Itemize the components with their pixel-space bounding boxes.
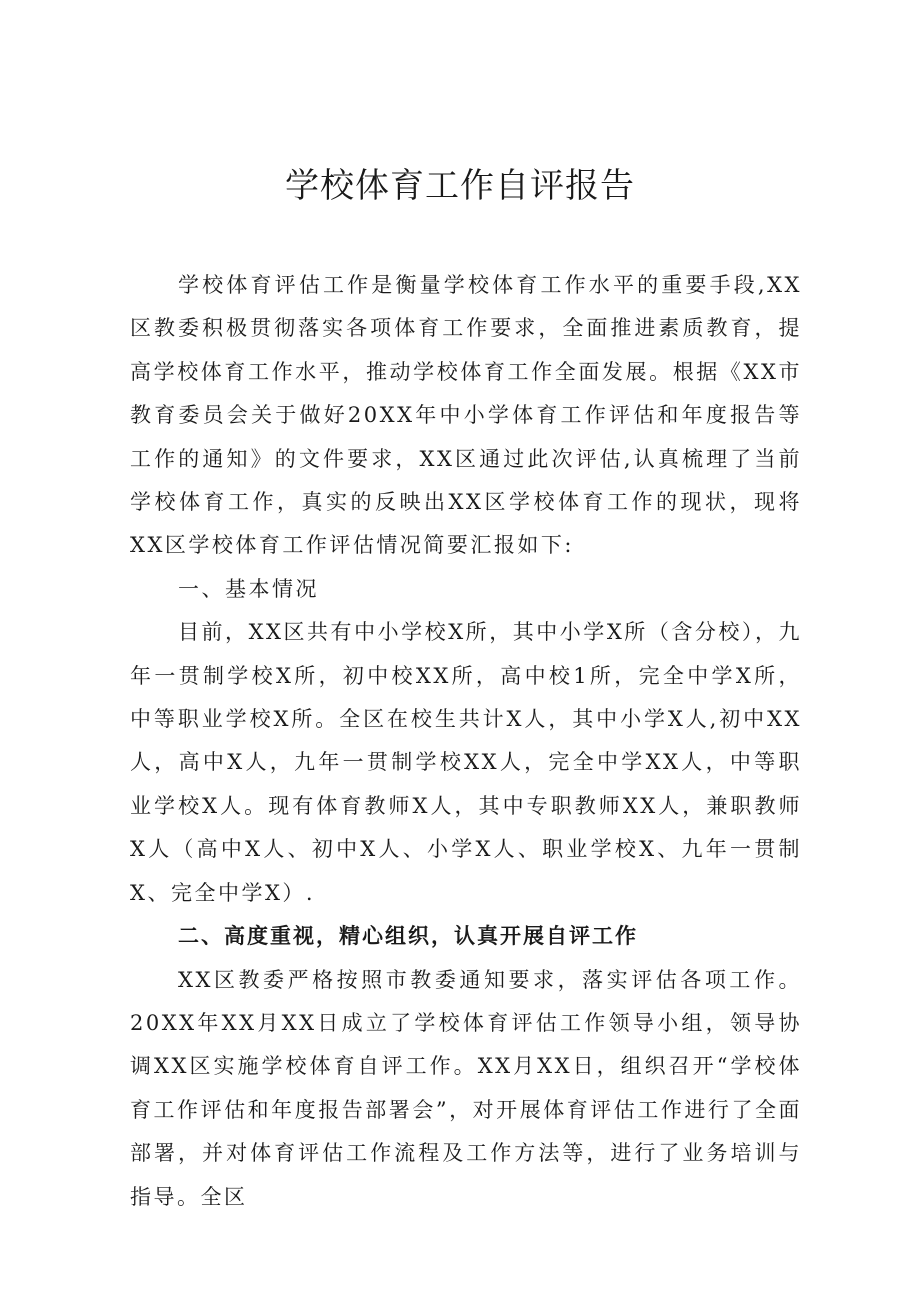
section-heading-basic-info: 一、基本情况 (178, 576, 319, 601)
organization-paragraph: XX区教委严格按照市教委通知要求，落实评估各项工作。20XX年XX月XX日成立了学校体育评估工作领导小组，领导协调XX区实施学校体育自评工作。XX月XX日，组织召开“学校体育工作评估和年度报告部署会”，对开展体育评估工作进行了全面部署，并对体育评估工作流程及工作方法等，进行了业务培训与指导。全区 (130, 967, 802, 1209)
document-body (130, 264, 802, 1219)
intro-paragraph: 学校体育评估工作是衡量学校体育工作水平的重要手段,XX区教委积极贯彻落实各项体育工作要求，全面推进素质教育，提高学校体育工作水平，推动学校体育工作全面发展。根据《XX市教育委员会关于做好20XX年中小学体育工作评估和年度报告等工作的通知》的文件要求，XX区通过此次评估,认真梳理了当前学校体育工作，真实的反映出XX区学校体育工作的现状，现将XX区学校体育工作评估情况简要汇报如下: (130, 273, 802, 558)
section-heading-organization: 二、高度重视，精心组织，认真开展自评工作 (178, 924, 638, 949)
document-title: 学校体育工作自评报告 (285, 166, 635, 206)
basic-info-paragraph: 目前，XX区共有中小学校X所，其中小学X所（含分校），九年一贯制学校X所，初中校XX所，高中校1所，完全中学X所，中等职业学校X所。全区在校生共计X人，其中小学X人,初中XX人，高中X人，九年一贯制学校XX人，完全中学XX人，中等职业学校X人。现有体育教师X人，其中专职教师XX人，兼职教师X人（高中X人、初中X人、小学X人、职业学校X、九年一贯制X、完全中学X）. (130, 620, 802, 905)
